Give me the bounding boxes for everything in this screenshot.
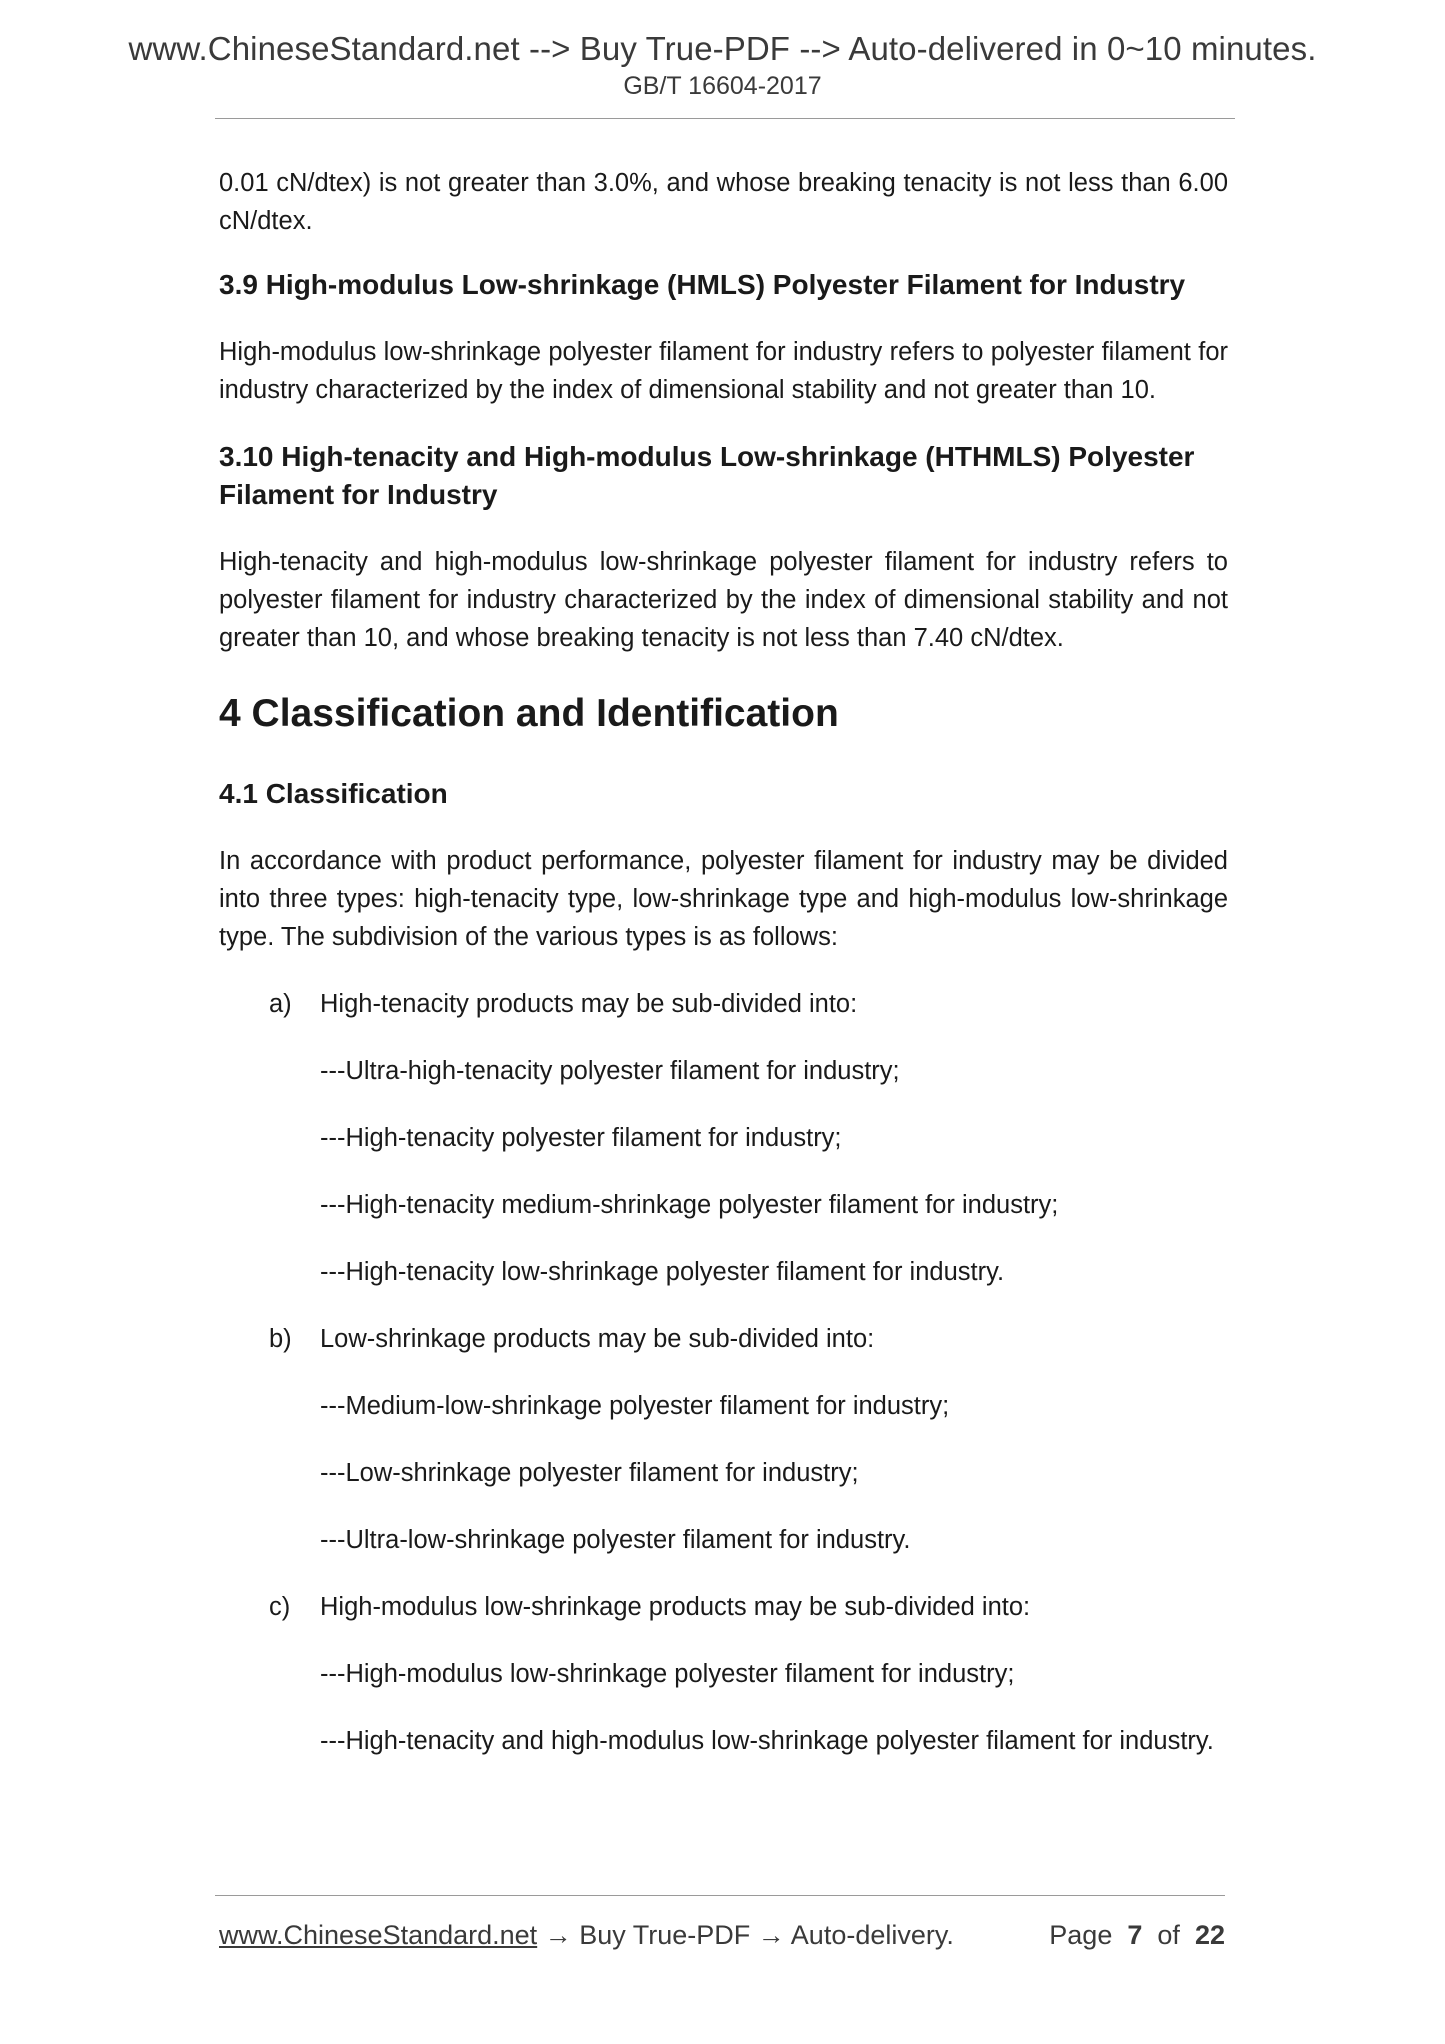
site-banner: www.ChineseStandard.net --> Buy True-PDF --> Auto-delivered in 0~10 minutes. <box>128 30 1317 67</box>
list-item-b <box>219 1320 1228 1358</box>
sub-item: ---Ultra-high-tenacity polyester filament for industry; <box>320 1057 900 1085</box>
footer-buy-text: Buy True-PDF <box>579 1920 751 1950</box>
list-item-text: High-modulus low-shrinkage products may be sub-divided into: <box>320 1593 1031 1621</box>
footer-divider <box>215 1895 1225 1896</box>
document-body <box>219 160 1228 1760</box>
standard-number: GB/T 16604-2017 <box>623 72 822 100</box>
page-indicator <box>1049 1920 1225 1951</box>
footer-delivery-text: Auto-delivery. <box>790 1920 954 1950</box>
page-footer <box>219 1920 1225 1951</box>
continuation-paragraph: 0.01 cN/dtex) is not greater than 3.0%, and whose breaking tenacity is not less than 6.00 cN/dtex. <box>219 169 1228 235</box>
sub-item: ---High-tenacity low-shrinkage polyester filament for industry. <box>320 1258 1005 1286</box>
list-item-a <box>219 985 1228 1023</box>
list-marker: a) <box>269 990 292 1018</box>
section-3-9-heading: 3.9 High-modulus Low-shrinkage (HMLS) Polyester Filament for Industry <box>219 269 1186 300</box>
section-4-1-intro: In accordance with product performance, polyester filament for industry may be divided into three types: high-tenacity type, low-shrinkage type and high-modulus low-shrinkage type. The subdivision of the various types is as follows: <box>219 847 1228 951</box>
total-pages: 22 <box>1194 1920 1225 1950</box>
list-item-text: Low-shrinkage products may be sub-divided into: <box>320 1325 875 1353</box>
header-divider <box>215 118 1235 119</box>
page-label: Page <box>1049 1920 1113 1950</box>
section-3-10-text: High-tenacity and high-modulus low-shrinkage polyester filament for industry refers to polyester filament for industry characterized by the index of dimensional stability and not greater than 10, and whose breaking tenacity is not less than 7.40 cN/dtex. <box>219 548 1228 652</box>
sub-item: ---High-tenacity polyester filament for industry; <box>320 1124 842 1152</box>
section-4-1-heading: 4.1 Classification <box>219 778 448 809</box>
footer-site-link[interactable]: www.ChineseStandard.net <box>219 1920 538 1950</box>
sub-item: ---Medium-low-shrinkage polyester filament for industry; <box>320 1392 950 1420</box>
sub-item: ---Low-shrinkage polyester filament for industry; <box>320 1459 859 1487</box>
sub-item: ---High-modulus low-shrinkage polyester filament for industry; <box>320 1660 1015 1688</box>
page-number: 7 <box>1127 1920 1143 1950</box>
sub-item: ---High-tenacity medium-shrinkage polyester filament for industry; <box>320 1191 1059 1219</box>
section-3-10-heading: 3.10 High-tenacity and High-modulus Low-shrinkage (HTHMLS) Polyester Filament for Industry <box>219 441 1195 510</box>
section-4-heading: 4 Classification and Identification <box>219 692 839 735</box>
list-item-text: High-tenacity products may be sub-divided into: <box>320 990 858 1018</box>
arrow-right-icon: → <box>757 1920 785 1950</box>
section-3-9-text: High-modulus low-shrinkage polyester filament for industry refers to polyester filament for industry characterized by the index of dimensional stability and not greater than 10. <box>219 338 1228 404</box>
of-label: of <box>1157 1920 1180 1950</box>
sub-item-text: ---High-tenacity and high-modulus low-shrinkage polyester filament for industry. <box>320 1727 1214 1755</box>
sub-item: ---Ultra-low-shrinkage polyester filament for industry. <box>320 1526 911 1554</box>
list-item-c <box>219 1588 1228 1626</box>
list-marker: b) <box>269 1325 292 1353</box>
list-marker: c) <box>269 1593 291 1621</box>
arrow-right-icon: → <box>544 1920 572 1950</box>
sub-item <box>320 1722 1228 1760</box>
